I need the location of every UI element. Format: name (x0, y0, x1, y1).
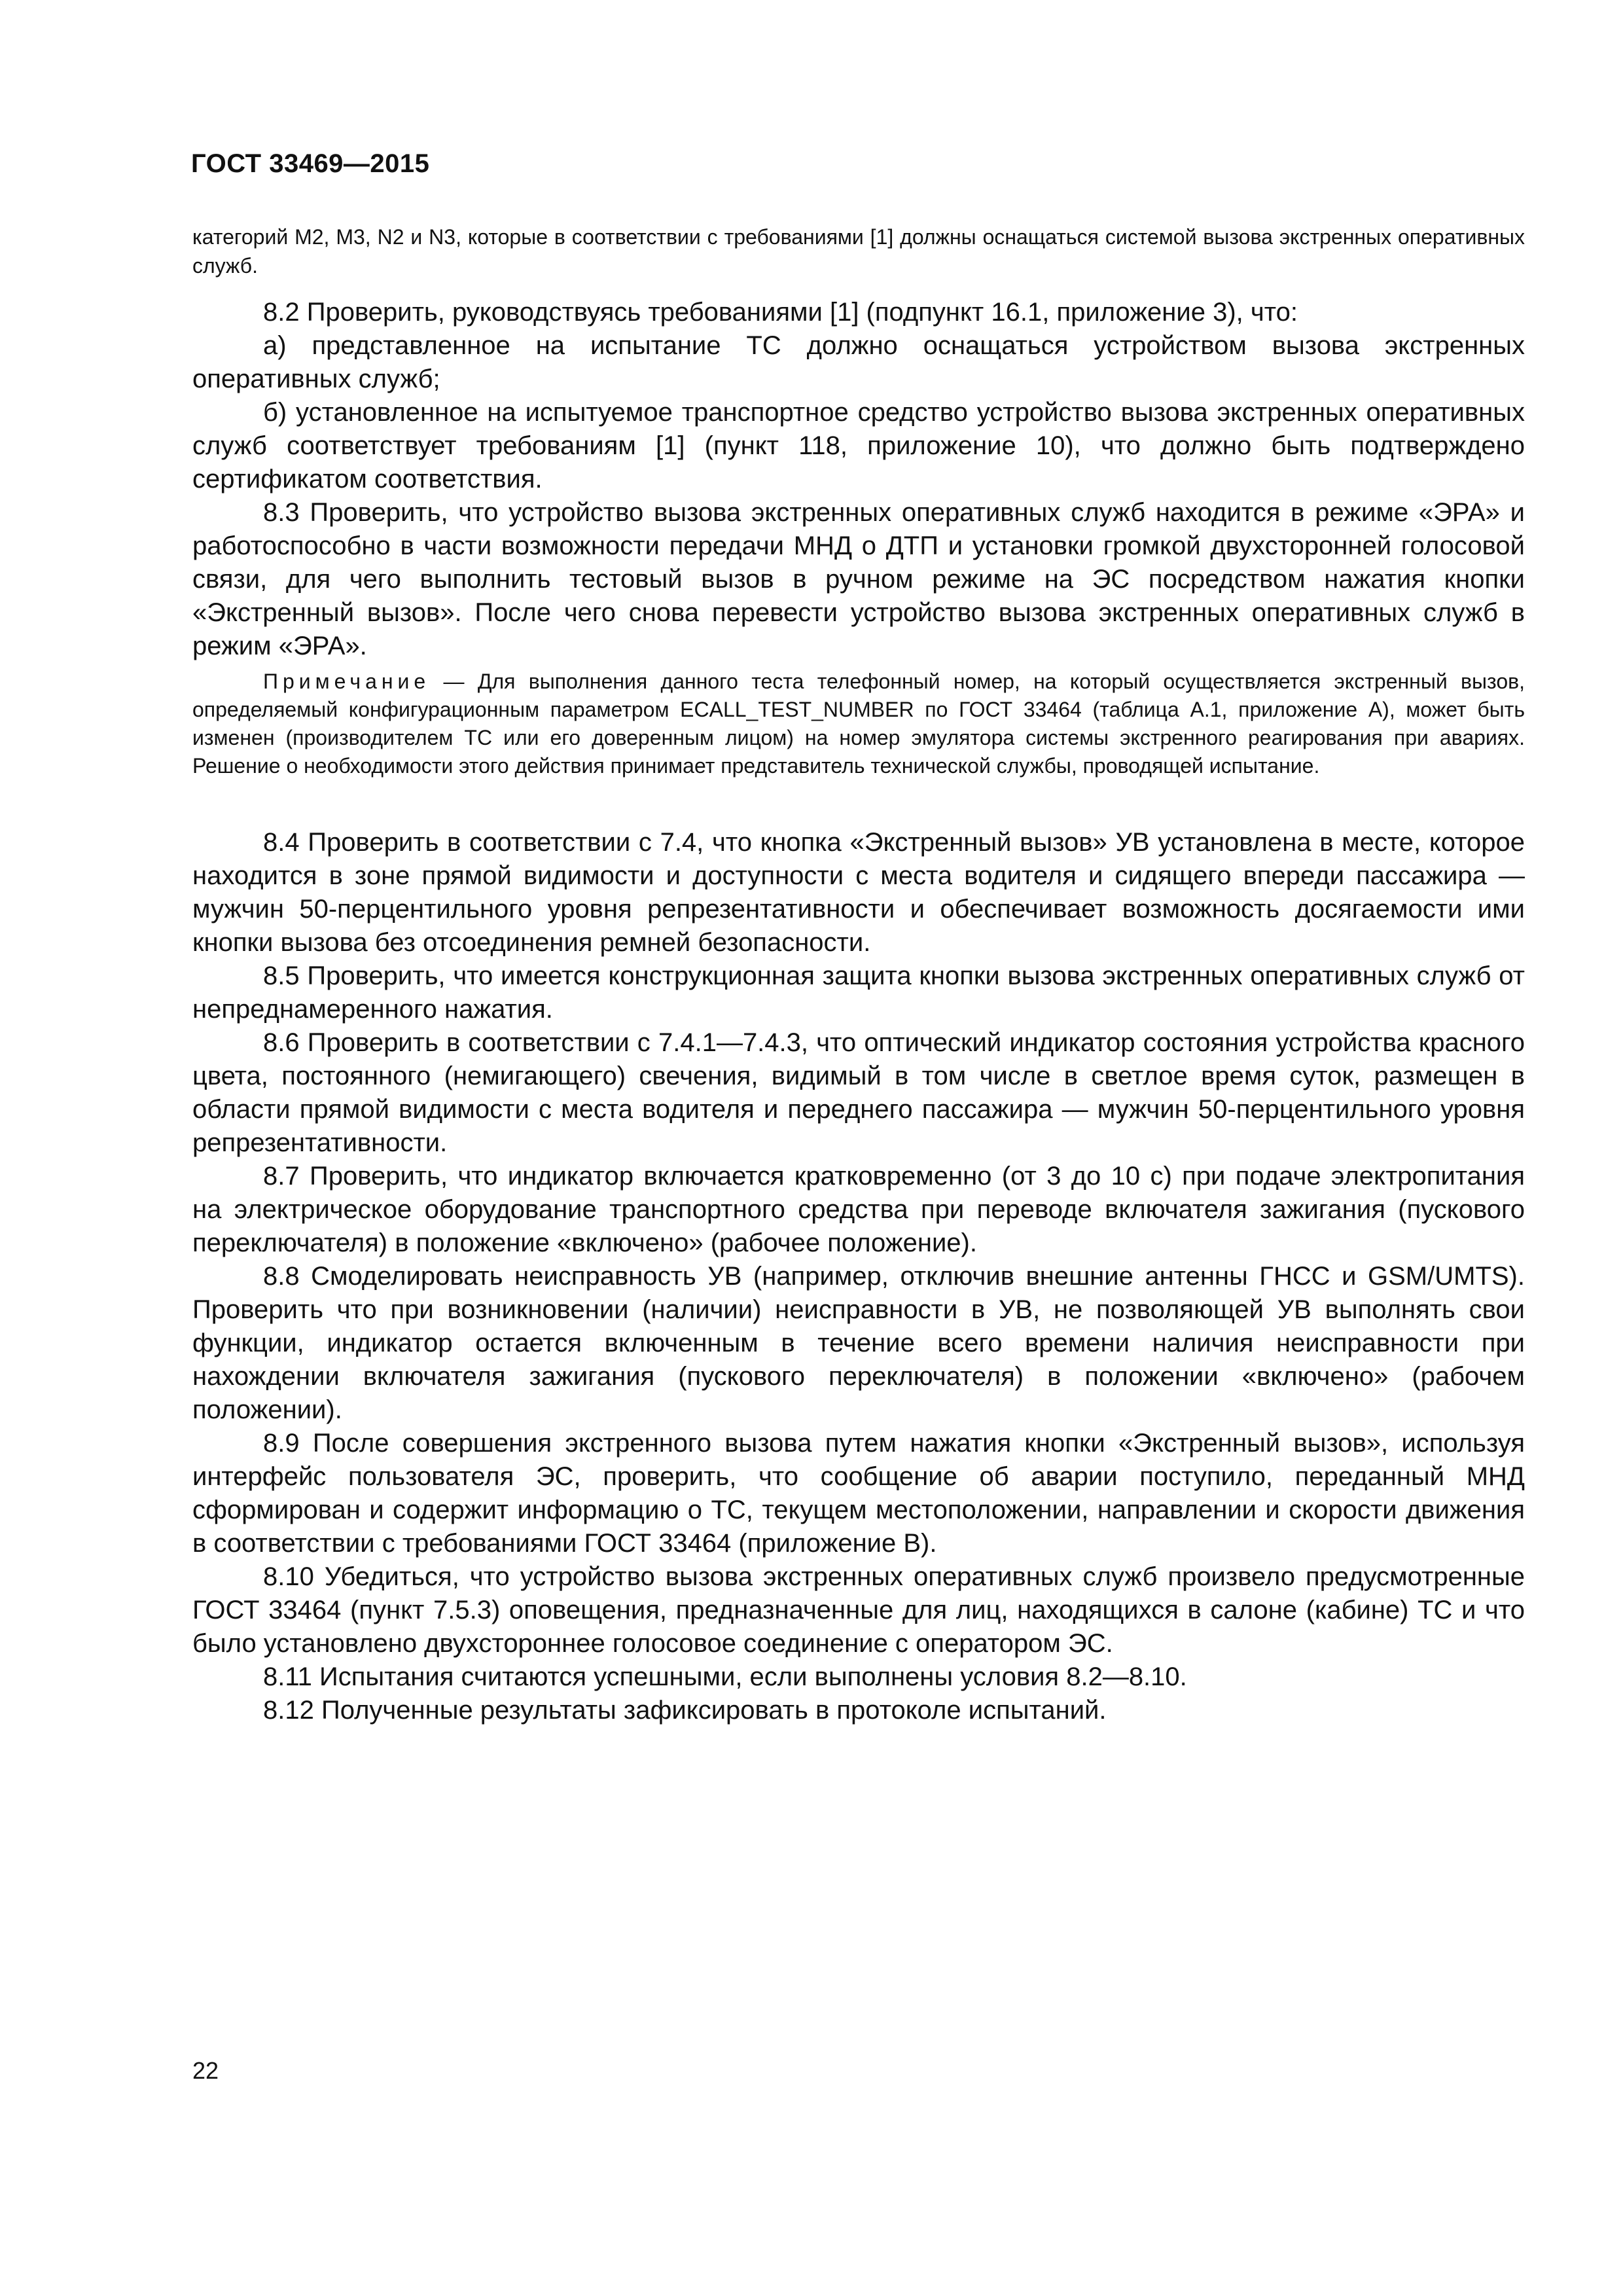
note-label: Примечание (263, 670, 431, 693)
paragraph-8-8: 8.8 Смоделировать неисправность УВ (например, отключив внешние антенны ГНСС и GSM/UMTS). Проверить что при возникновении (наличии) неисправности в УВ, не позволяющей УВ выполнять свои функции, индикатор остается включенным в течение всего времени наличия неисправности при нахождении включателя зажигания (пускового переключателя) в положении «включено» (рабочем положении). (192, 1262, 1525, 1424)
paragraph-8-2: 8.2 Проверить, руководствуясь требованиями [1] (подпункт 16.1, приложение 3), что: (263, 298, 1298, 327)
section-8-2-8-3 (192, 296, 1525, 663)
paragraph-8-11: 8.11 Испытания считаются успешными, если выполнены условия 8.2—8.10. (263, 1662, 1187, 1691)
paragraph-8-4: 8.4 Проверить в соответствии с 7.4, что кнопка «Экстренный вызов» УВ установлена в месте, которое находится в зоне прямой видимости и доступности с места водителя и сидящего впереди пассажира — мужчин 50-перцентильного уровня репрезентативности и обеспечивает возможность досягаемости ими кнопки вызова без отсоединения ремней безопасности. (192, 828, 1525, 957)
note (192, 668, 1525, 780)
paragraph-8-2-b: б) установленное на испытуемое транспортное средство устройство вызова экстренных оперативных служб соответствует требованиям [1] (пункт 118, приложение 10), что должно быть подтверждено сертификатом соответствия. (192, 398, 1525, 493)
note-text: — Для выполнения данного теста телефонный номер, на который осуществляется экстренный вызов, определяемый конфигурационным параметром ECALL_TEST_NUMBER по ГОСТ 33464 (таблица А.1, приложение А), может быть изменен (производителем ТС или его доверенным лицом) на номер эмулятора системы экстренного реагирования при авариях. Решение о необходимости этого действия принимает представитель технической службы, проводящей испытание. (192, 670, 1525, 778)
paragraph-8-12: 8.12 Полученные результаты зафиксировать в протоколе испытаний. (263, 1696, 1107, 1725)
paragraph-8-9: 8.9 После совершения экстренного вызова путем нажатия кнопки «Экстренный вызов», используя интерфейс пользователя ЭС, проверить, что сообщение об аварии поступило, переданный МНД сформирован и содержит информацию о ТС, текущем местоположении, направлении и скорости движения в соответствии с требованиями ГОСТ 33464 (приложение В). (192, 1429, 1525, 1558)
paragraph-8-3: 8.3 Проверить, что устройство вызова экстренных оперативных служб находится в режиме «ЭРА» и работоспособно в части возможности передачи МНД о ДТП и установки громкой двухсторонней голосовой связи, для чего выполнить тестовый вызов в ручном режиме на ЭС посредством нажатия кнопки «Экстренный вызов». После чего снова перевести устройство вызова экстренных оперативных служб в режим «ЭРА». (192, 498, 1525, 660)
paragraph-8-5: 8.5 Проверить, что имеется конструкционная защита кнопки вызова экстренных оперативных служб от непреднамеренного нажатия. (192, 961, 1525, 1024)
section-8-4-8-12 (192, 826, 1525, 1727)
paragraph-8-2-a: а) представленное на испытание ТС должно оснащаться устройством вызова экстренных оперативных служб; (192, 331, 1525, 393)
page-number: 22 (192, 2057, 219, 2084)
document-header: ГОСТ 33469—2015 (191, 149, 430, 178)
paragraph-8-10: 8.10 Убедиться, что устройство вызова экстренных оперативных служб произвело предусмотренные ГОСТ 33464 (пункт 7.5.3) оповещения, предназначенные для лиц, находящихся в салоне (кабине) ТС и что было установлено двухстороннее голосовое соединение с оператором ЭС. (192, 1562, 1525, 1658)
paragraph-8-6: 8.6 Проверить в соответствии с 7.4.1—7.4.3, что оптический индикатор состояния устройства красного цвета, постоянного (немигающего) свечения, видимый в том числе в светлое время суток, размещен в области прямой видимости с места водителя и переднего пассажира — мужчин 50-перцентильного уровня репрезентативности. (192, 1028, 1525, 1157)
paragraph-8-7: 8.7 Проверить, что индикатор включается кратковременно (от 3 до 10 с) при подаче электропитания на электрическое оборудование транспортного средства при переводе включателя зажигания (пускового переключателя) в положение «включено» (рабочее положение). (192, 1162, 1525, 1257)
continuation-text: категорий M2, M3, N2 и N3, которые в соответствии с требованиями [1] должны оснащаться системой вызова экстренных оперативных служб. (192, 225, 1525, 278)
